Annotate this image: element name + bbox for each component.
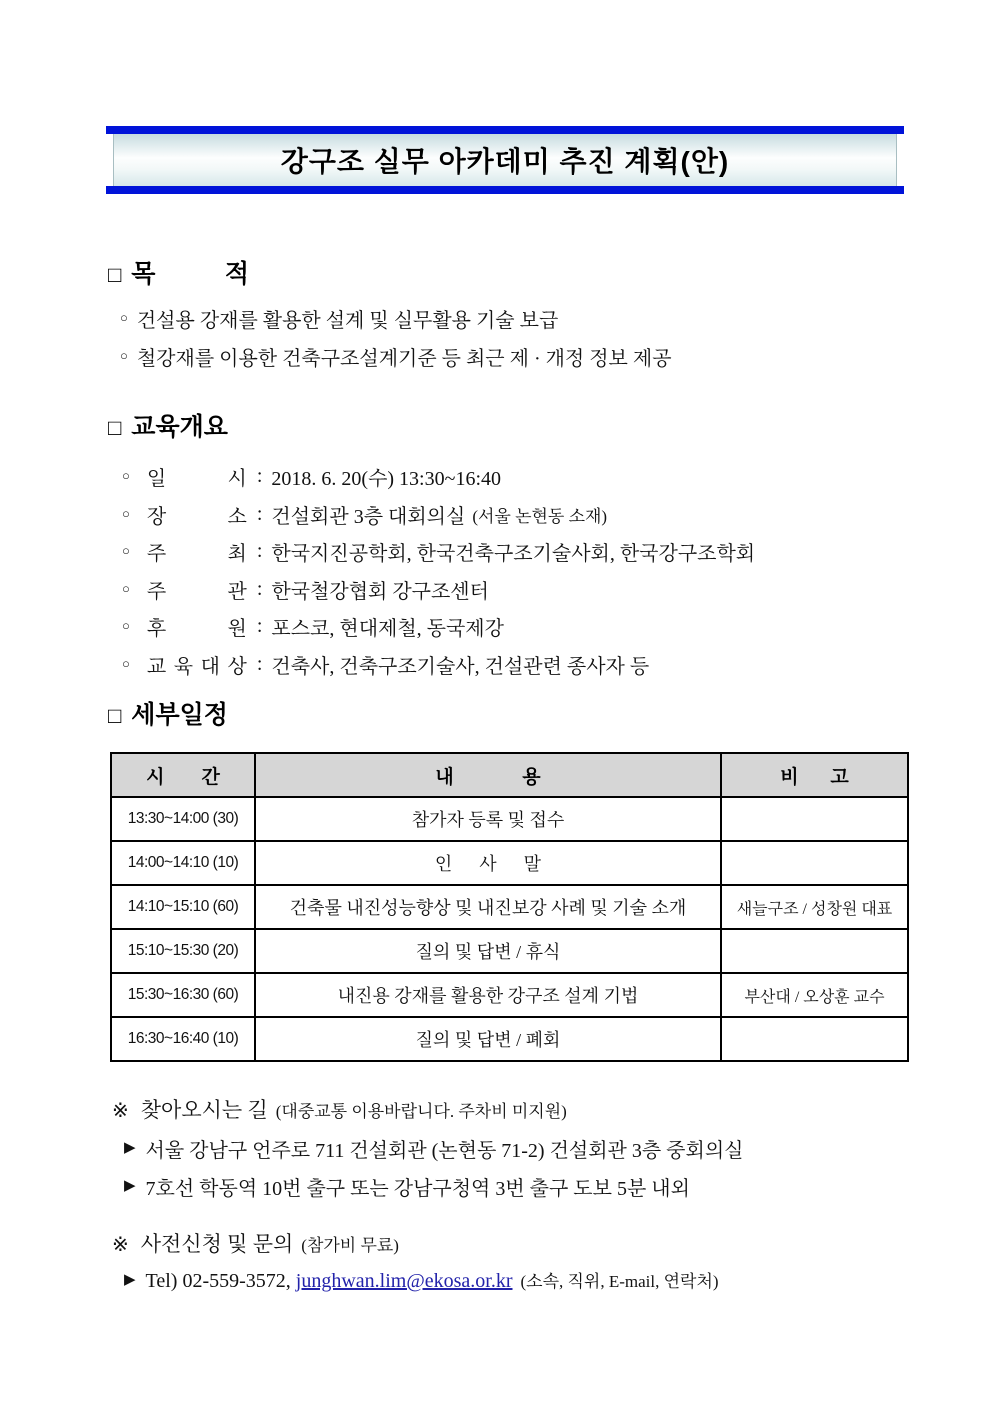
triangle-bullet-icon: ▶: [124, 1140, 136, 1156]
banner-top-rule: [106, 126, 904, 134]
schedule-note: [721, 929, 908, 973]
inquiry-heading: [112, 1228, 399, 1258]
schedule-content: 내진용 강재를 활용한 강구조 설계 기법: [255, 973, 721, 1017]
directions-line-subway: [124, 1172, 690, 1201]
overview-value: 한국철강협회 강구조센터: [271, 581, 489, 603]
schedule-note: [721, 841, 908, 885]
inquiry-heading-note: (참가비 무료): [301, 1236, 399, 1255]
overview-label: 후 원: [146, 618, 247, 640]
overview-row-venue: [122, 500, 607, 529]
schedule-note: [721, 1017, 908, 1061]
schedule-table: [110, 752, 909, 1062]
overview-value-note: (서울 논현동 소재): [472, 507, 608, 526]
schedule-time: 13:30~14:00 (30): [111, 797, 255, 841]
overview-row-sponsor: [122, 612, 511, 641]
overview-value: 건설회관 3층 대회의실: [271, 506, 466, 528]
telephone-number: Tel) 02-559-3572,: [145, 1270, 291, 1292]
schedule-time: 15:10~15:30 (20): [111, 929, 255, 973]
label-colon: :: [256, 503, 263, 525]
schedule-row: [111, 973, 908, 1017]
schedule-time: 15:30~16:30 (60): [111, 973, 255, 1017]
section-heading-overview: [108, 414, 228, 442]
inquiry-heading-text: 사전신청 및 문의: [140, 1232, 294, 1256]
schedule-col-time: 시 간: [111, 753, 255, 797]
schedule-time: 16:30~16:40 (10): [111, 1017, 255, 1061]
schedule-row: [111, 841, 908, 885]
overview-heading-text: 교육개요: [131, 413, 228, 441]
square-marker-icon: □: [108, 702, 122, 728]
overview-row-datetime: [122, 462, 508, 491]
schedule-heading-text: 세부일정: [131, 701, 228, 729]
circle-bullet-icon: ○: [122, 580, 130, 596]
overview-label: 장 소: [146, 506, 247, 528]
triangle-bullet-icon: ▶: [124, 1178, 136, 1194]
section-heading-schedule: [108, 702, 228, 730]
section-heading-purpose: [108, 261, 249, 289]
overview-label: 일 시: [146, 468, 247, 490]
directions-heading-text: 찾아오시는 길: [140, 1098, 268, 1122]
schedule-row: [111, 1017, 908, 1061]
overview-value: 포스코, 현대제철, 동국제강: [271, 618, 504, 640]
schedule-note: 새늘구조 / 성창원 대표: [721, 885, 908, 929]
reference-mark-icon: ※: [112, 1100, 129, 1122]
label-colon: :: [256, 540, 263, 562]
directions-line-address: [124, 1134, 743, 1163]
overview-label: 주 관: [146, 581, 247, 603]
circle-bullet-icon: ○: [120, 309, 128, 325]
schedule-content: 질의 및 답변 / 폐회: [255, 1017, 721, 1061]
email-link[interactable]: junghwan.lim@ekosa.or.kr: [295, 1270, 513, 1292]
inquiry-contact-note: (소속, 직위, E-mail, 연락처): [520, 1272, 719, 1291]
banner-bottom-rule: [106, 186, 904, 194]
label-colon: :: [256, 653, 263, 675]
schedule-content: 건축물 내진성능향상 및 내진보강 사례 및 기술 소개: [255, 885, 721, 929]
purpose-item-text: 건설용 강재를 활용한 설계 및 실무활용 기술 보급: [136, 310, 559, 332]
schedule-content: 질의 및 답변 / 휴식: [255, 929, 721, 973]
schedule-time: 14:10~15:10 (60): [111, 885, 255, 929]
overview-row-audience: [122, 650, 656, 679]
circle-bullet-icon: ○: [122, 467, 130, 483]
purpose-item-text: 철강재를 이용한 건축구조설계기준 등 최근 제 · 개정 정보 제공: [136, 348, 672, 370]
directions-line-text: 서울 강남구 언주로 711 건설회관 (논현동 71-2) 건설회관 3층 중회의실: [145, 1140, 744, 1162]
circle-bullet-icon: ○: [122, 542, 130, 558]
triangle-bullet-icon: ▶: [124, 1271, 136, 1288]
schedule-note: [721, 797, 908, 841]
schedule-row: [111, 797, 908, 841]
overview-label: 교 육 대 상: [146, 656, 247, 678]
title-banner: [106, 126, 904, 194]
label-colon: :: [256, 465, 263, 487]
schedule-content: 인 사 말: [255, 841, 721, 885]
schedule-col-content: 내 용: [255, 753, 721, 797]
square-marker-icon: □: [108, 261, 122, 287]
schedule-col-note: 비 고: [721, 753, 908, 797]
circle-bullet-icon: ○: [120, 347, 128, 363]
circle-bullet-icon: ○: [122, 617, 130, 633]
schedule-time: 14:00~14:10 (10): [111, 841, 255, 885]
overview-value: 건축사, 건축구조기술사, 건설관련 종사자 등: [271, 656, 650, 678]
purpose-heading-text: 목 적: [131, 260, 250, 288]
directions-heading: [112, 1094, 567, 1124]
circle-bullet-icon: ○: [122, 655, 130, 671]
overview-value: 2018. 6. 20(수) 13:30~16:40: [271, 468, 501, 490]
document-title: 강구조 실무 아카데미 추진 계획(안): [280, 146, 730, 177]
square-marker-icon: □: [108, 414, 122, 440]
overview-row-host: [122, 537, 762, 566]
directions-line-text: 7호선 학동역 10번 출구 또는 강남구청역 3번 출구 도보 5분 내외: [145, 1178, 690, 1200]
label-colon: :: [256, 615, 263, 637]
reference-mark-icon: ※: [112, 1234, 129, 1256]
label-colon: :: [256, 578, 263, 600]
banner-gradient-box: [113, 134, 897, 186]
overview-value: 한국지진공학회, 한국건축구조기술사회, 한국강구조학회: [271, 543, 756, 565]
overview-row-organizer: [122, 575, 496, 604]
purpose-item: [120, 342, 672, 371]
schedule-content: 참가자 등록 및 접수: [255, 797, 721, 841]
circle-bullet-icon: ○: [122, 505, 130, 521]
inquiry-contact-line: [124, 1267, 719, 1293]
schedule-note: 부산대 / 오상훈 교수: [721, 973, 908, 1017]
schedule-row: [111, 929, 908, 973]
schedule-header-row: [111, 753, 908, 797]
schedule-row: [111, 885, 908, 929]
purpose-item: [120, 304, 558, 333]
directions-heading-note: (대중교통 이용바랍니다. 주차비 미지원): [275, 1102, 567, 1121]
overview-label: 주 최: [146, 543, 247, 565]
